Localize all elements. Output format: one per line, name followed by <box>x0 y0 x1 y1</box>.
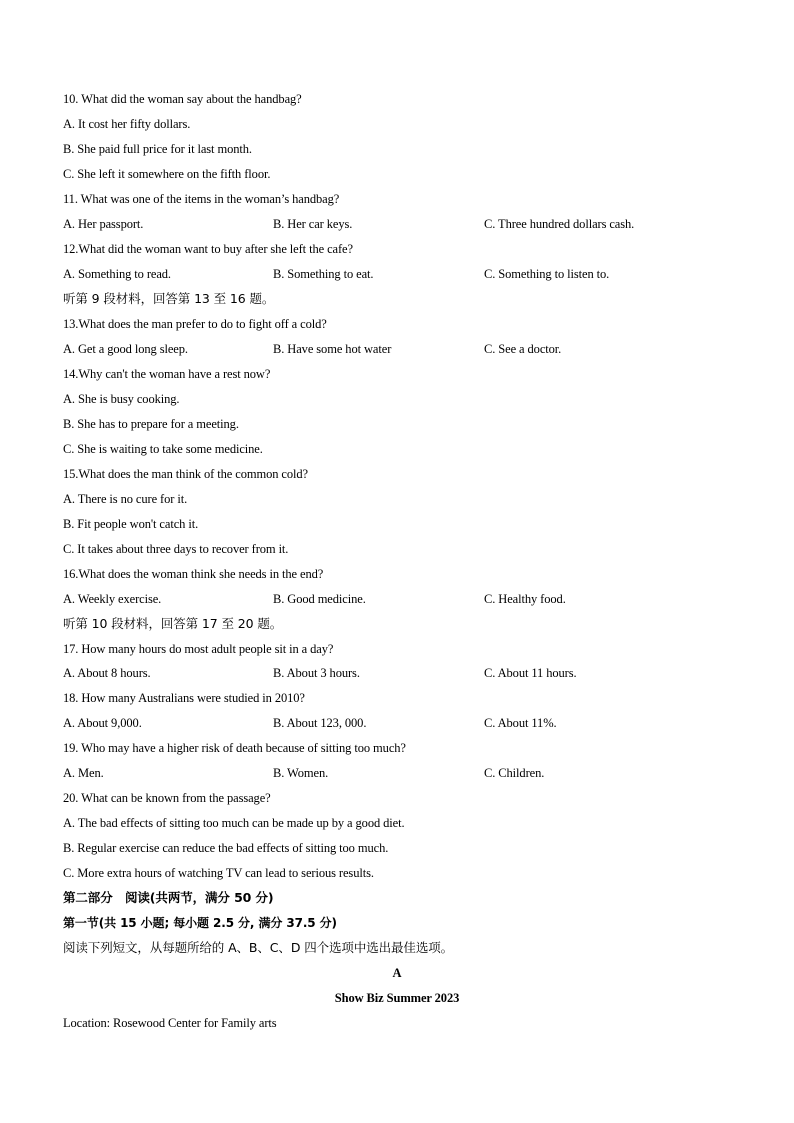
question-20: 20. What can be known from the passage? <box>63 791 271 805</box>
q17-option-c: C. About 11 hours. <box>484 666 577 680</box>
q20-option-b: B. Regular exercise can reduce the bad effects of sitting too much. <box>63 841 389 855</box>
section-one-heading: 第一节(共 15 小题; 每小题 2.5 分, 满分 37.5 分) <box>63 916 337 930</box>
q16-option-b: B. Good medicine. <box>273 592 366 606</box>
question-18: 18. How many Australians were studied in 2010? <box>63 691 305 705</box>
q18-option-b: B. About 123, 000. <box>273 716 367 730</box>
q12-option-b: B. Something to eat. <box>273 267 374 281</box>
q10-option-c: C. She left it somewhere on the fifth floor. <box>63 167 271 181</box>
part-two-heading: 第二部分 阅读(共两节，满分 50 分) <box>63 890 274 905</box>
section-instruction-10: 听第 10 段材料，回答第 17 至 20 题。 <box>63 616 283 631</box>
question-10: 10. What did the woman say about the handbag? <box>63 92 302 106</box>
q13-option-a: A. Get a good long sleep. <box>63 342 188 356</box>
q19-option-a: A. Men. <box>63 766 104 780</box>
q18-option-a: A. About 9,000. <box>63 716 142 730</box>
q14-option-b: B. She has to prepare for a meeting. <box>63 417 239 431</box>
q15-option-a: A. There is no cure for it. <box>63 492 188 506</box>
q18-option-c: C. About 11%. <box>484 716 557 730</box>
question-15: 15.What does the man think of the common cold? <box>63 467 308 481</box>
q11-option-a: A. Her passport. <box>63 217 144 231</box>
q10-option-b: B. She paid full price for it last month. <box>63 142 252 156</box>
question-13: 13.What does the man prefer to do to fight off a cold? <box>63 317 327 331</box>
reading-instruction: 阅读下列短文，从每题所给的 A、B、C、D 四个选项中选出最佳选项。 <box>63 940 454 955</box>
q17-option-b: B. About 3 hours. <box>273 666 360 680</box>
q16-option-a: A. Weekly exercise. <box>63 592 162 606</box>
passage-location: Location: Rosewood Center for Family arts <box>63 1016 277 1030</box>
q14-option-a: A. She is busy cooking. <box>63 392 180 406</box>
q11-option-c: C. Three hundred dollars cash. <box>484 217 635 231</box>
q16-option-c: C. Healthy food. <box>484 592 566 606</box>
question-11: 11. What was one of the items in the woman’s handbag? <box>63 192 340 206</box>
q13-option-c: C. See a doctor. <box>484 342 562 356</box>
q12-option-c: C. Something to listen to. <box>484 267 610 281</box>
question-17: 17. How many hours do most adult people sit in a day? <box>63 642 334 656</box>
section-instruction-9: 听第 9 段材料，回答第 13 至 16 题。 <box>63 291 275 306</box>
q19-option-c: C. Children. <box>484 766 545 780</box>
q12-option-a: A. Something to read. <box>63 267 171 281</box>
question-16: 16.What does the woman think she needs in the end? <box>63 567 324 581</box>
question-12: 12.What did the woman want to buy after she left the cafe? <box>63 242 353 256</box>
q13-option-b: B. Have some hot water <box>273 342 392 356</box>
q19-option-b: B. Women. <box>273 766 329 780</box>
passage-title: Show Biz Summer 2023 <box>334 991 460 1005</box>
q20-option-c: C. More extra hours of watching TV can lead to serious results. <box>63 866 374 880</box>
question-14: 14.Why can't the woman have a rest now? <box>63 367 271 381</box>
question-19: 19. Who may have a higher risk of death because of sitting too much? <box>63 741 406 755</box>
q15-option-b: B. Fit people won't catch it. <box>63 517 199 531</box>
q14-option-c: C. She is waiting to take some medicine. <box>63 442 263 456</box>
q15-option-c: C. It takes about three days to recover from it. <box>63 542 289 556</box>
passage-label: A <box>392 966 402 980</box>
q11-option-b: B. Her car keys. <box>273 217 353 231</box>
q17-option-a: A. About 8 hours. <box>63 666 151 680</box>
q20-option-a: A. The bad effects of sitting too much can be made up by a good diet. <box>63 816 405 830</box>
q10-option-a: A. It cost her fifty dollars. <box>63 117 191 131</box>
